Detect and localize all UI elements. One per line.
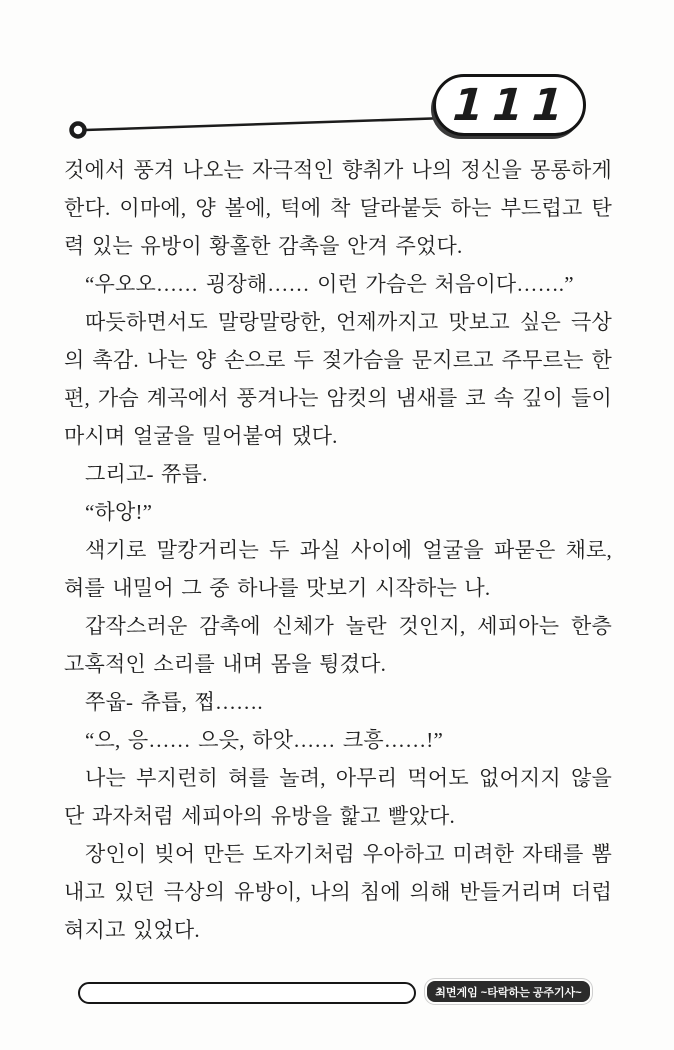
text-line: 나는 부지런히 혀를 놀려, 아무리 먹어도 없어지지 않을 <box>85 766 612 790</box>
text-line: 한다. 이마에, 양 볼에, 턱에 착 달라붙듯 하는 부드럽고 탄 <box>64 196 612 220</box>
page-number-pill <box>433 74 586 136</box>
text-line: 마시며 얼굴을 밀어붙여 댔다. <box>64 424 338 448</box>
series-title-badge <box>427 981 590 1002</box>
text-block <box>64 151 612 949</box>
text-line: “으, 응…… 으읏, 하앗…… 크흥……!” <box>85 728 444 752</box>
text-line: 단 과자처럼 세피아의 유방을 핥고 빨았다. <box>64 804 455 828</box>
text-line: 그리고- 쮸릅. <box>85 462 208 486</box>
text-line: 색기로 말캉거리는 두 과실 사이에 얼굴을 파묻은 채로, <box>85 538 612 562</box>
header-rule-line <box>85 118 447 130</box>
page-number: 111 <box>451 79 574 131</box>
footer-ornament-bar <box>78 982 416 1004</box>
text-line: 쭈웁- 츄릅, 쩝……. <box>85 690 263 714</box>
text-line: 력 있는 유방이 황홀한 감촉을 안겨 주었다. <box>64 234 463 258</box>
text-line: 고혹적인 소리를 내며 몸을 튕겼다. <box>64 652 387 676</box>
text-line: 내고 있던 극상의 유방이, 나의 침에 의해 반들거리며 더럽 <box>64 880 612 904</box>
text-line: 혀를 내밀어 그 중 하나를 맛보기 시작하는 나. <box>64 576 491 600</box>
text-line: 따듯하면서도 말랑말랑한, 언제까지고 맛보고 싶은 극상 <box>85 310 612 334</box>
text-line: 편, 가슴 계곡에서 풍겨나는 암컷의 냄새를 코 속 깊이 들이 <box>64 386 612 410</box>
text-line: 의 촉감. 나는 양 손으로 두 젖가슴을 문지르고 주무르는 한 <box>64 348 612 372</box>
header-ring-icon <box>72 124 85 137</box>
text-line: 장인이 빚어 만든 도자기처럼 우아하고 미려한 자태를 뽐 <box>85 842 612 866</box>
text-line: 혀지고 있었다. <box>64 918 200 942</box>
series-title-label: 최면게임 ~타락하는 공주기사~ <box>435 986 582 999</box>
text-line: 것에서 풍겨 나오는 자극적인 향취가 나의 정신을 몽롱하게 <box>64 158 612 182</box>
text-line: “하앙!” <box>85 500 153 524</box>
text-line: “우오오…… 굉장해…… 이런 가슴은 처음이다…….” <box>85 272 574 296</box>
text-line: 갑작스러운 감촉에 신체가 놀란 것인지, 세피아는 한층 <box>85 614 612 638</box>
